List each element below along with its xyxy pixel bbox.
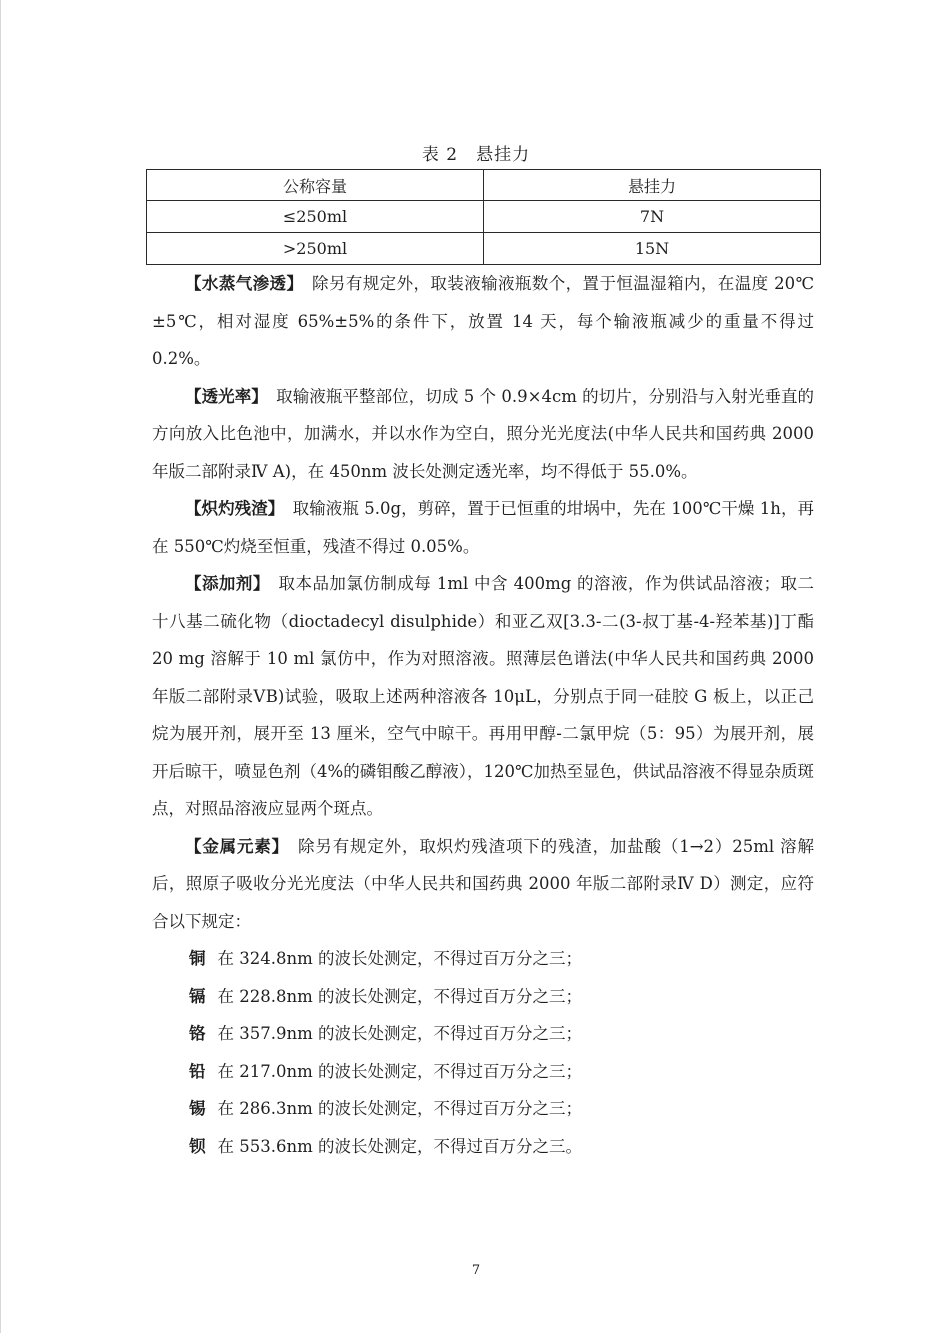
element-limit-text: 在 286.3nm 的波长处测定，不得过百万分之三； — [217, 1099, 582, 1118]
body-text — [152, 265, 814, 1165]
table-row — [147, 201, 821, 233]
element-limit-item — [152, 1053, 814, 1091]
suspension-force-table — [146, 169, 821, 265]
section-metal-elements — [152, 828, 814, 941]
table-caption: 表 2 悬挂力 — [421, 145, 531, 165]
element-limit-text: 在 357.9nm 的波长处测定，不得过百万分之三； — [217, 1024, 582, 1043]
element-limit-text: 在 217.0nm 的波长处测定，不得过百万分之三； — [217, 1061, 582, 1081]
section-label: 【透光率】 — [185, 386, 260, 406]
section-text: 除另有规定外，取炽灼残渣项下的残渣，加盐酸（1→2）25ml 溶解后，照原子吸收分光光度法（中华人民共和国药典 2000 年版二部附录Ⅳ D）测定，应符合以下规定： — [152, 836, 815, 931]
element-symbol: 锡 — [189, 1099, 206, 1118]
section-label: 【炽灼残渣】 — [185, 499, 277, 518]
section-text: 取输液瓶平整部位，切成 5 个 0.9×4cm 的切片，分别沿与入射光垂直的方向放入比色池中，加满水，并以水作为空白，照分光光度法(中华人民共和国药典 2000 年版二部附录Ⅳ A)，在 450nm 波长处测定透光率，均不得低于 55.0%。 — [152, 386, 815, 481]
table-cell: 7N — [484, 201, 821, 233]
table-header-cell: 悬挂力 — [484, 170, 821, 201]
element-symbol: 铅 — [189, 1061, 206, 1081]
section-additive — [152, 565, 814, 828]
element-limit-text: 在 553.6nm 的波长处测定，不得过百万分之三。 — [217, 1136, 582, 1156]
section-label: 【金属元素】 — [185, 836, 281, 856]
section-text: 除另有规定外，取装液输液瓶数个，置于恒温湿箱内，在温度 20℃±5℃，相对湿度 65%±5%的条件下，放置 14 天，每个输液瓶减少的重量不得过 0.2%。 — [152, 274, 815, 368]
element-limit-item — [152, 1015, 814, 1053]
section-text: 取本品加氯仿制成每 1ml 中含 400mg 的溶液，作为供试品溶液；取二十八基二硫化物（dioctadecyl disulphide）和亚乙双[3.3-二(3-叔丁基-4-羟苯基)]丁酯 20 mg 溶解于 10 ml 氯仿中，作为对照溶液。照薄层色谱法(中华人民共和国药典 2000 年版二部附录ⅤB)试验，吸取上述两种溶液各 10μL，分别点于同一硅胶 G 板上，以正己烷为展开剂，展开至 13 厘米，空气中晾干。再用甲醇-二氯甲烷（5：95）为展开剂，展开后晾干，喷显色剂（4%的磷钼酸乙醇液），120℃加热至显色，供试品溶液不得显杂质斑点，对照品溶液应显两个斑点。 — [152, 574, 815, 818]
section-transmittance — [152, 378, 814, 491]
page-number: 7 — [471, 1263, 481, 1278]
element-limit-item — [152, 978, 814, 1016]
table-cell: 15N — [484, 233, 821, 265]
table-header-cell: 公称容量 — [147, 170, 484, 201]
table-cell: >250ml — [147, 233, 484, 265]
element-symbol: 钡 — [189, 1136, 206, 1156]
element-limit-item — [152, 940, 814, 978]
table-cell: ≤250ml — [147, 201, 484, 233]
element-limit-text: 在 228.8nm 的波长处测定，不得过百万分之三； — [217, 986, 582, 1006]
element-limit-item — [152, 1090, 814, 1128]
element-limit-item — [152, 1128, 814, 1166]
element-symbol: 铜 — [189, 949, 206, 968]
section-label: 【添加剂】 — [185, 574, 262, 593]
section-water-vapor — [152, 265, 814, 378]
element-limit-text: 在 324.8nm 的波长处测定，不得过百万分之三； — [217, 949, 582, 968]
table-row — [147, 233, 821, 265]
element-symbol: 铬 — [189, 1024, 206, 1043]
table-header-row — [147, 170, 821, 201]
section-label: 【水蒸气渗透】 — [185, 274, 296, 293]
section-ignition-residue — [152, 490, 814, 565]
element-symbol: 镉 — [189, 986, 206, 1006]
section-text: 取输液瓶 5.0g，剪碎，置于已恒重的坩埚中，先在 100℃干燥 1h，再在 550℃灼烧至恒重，残渣不得过 0.05%。 — [152, 499, 815, 556]
